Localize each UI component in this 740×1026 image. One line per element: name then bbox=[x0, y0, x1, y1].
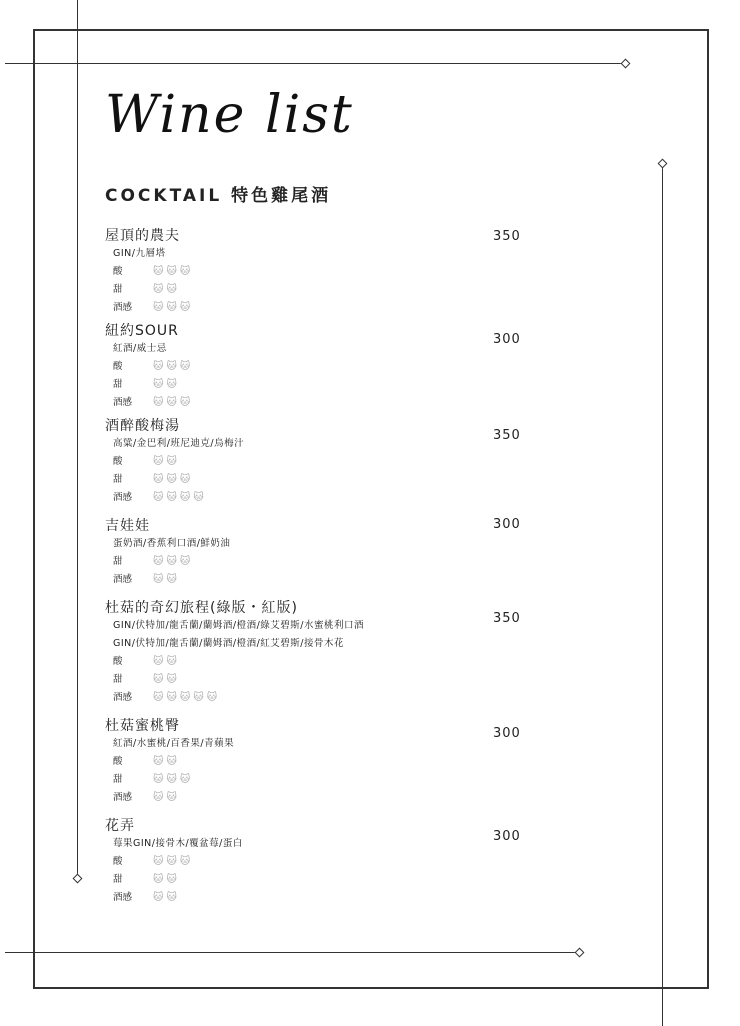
rating-label: 酸 bbox=[113, 656, 123, 667]
rating-icons bbox=[153, 889, 180, 907]
cat-face-icon: 🐱︎ bbox=[179, 856, 191, 867]
rating-row bbox=[113, 689, 525, 707]
rating-icons bbox=[153, 453, 180, 471]
rating-label: 甜 bbox=[113, 874, 123, 885]
cat-face-icon: 🐱︎ bbox=[153, 361, 164, 372]
cat-face-icon: 🐱︎ bbox=[153, 379, 164, 390]
cat-face-icon: 🐱︎ bbox=[179, 774, 191, 785]
cat-face-icon: 🐱︎ bbox=[153, 856, 164, 867]
cat-face-icon: 🐱︎ bbox=[153, 302, 164, 313]
menu-item bbox=[105, 320, 525, 412]
cat-face-icon: 🐱︎ bbox=[179, 302, 191, 313]
rating-label: 甜 bbox=[113, 284, 123, 295]
section-heading: COCKTAIL 特色雞尾酒 bbox=[105, 186, 332, 206]
item-price: 300 bbox=[493, 332, 521, 347]
item-ingredients: GIN/伏特加/龍舌蘭/蘭姆酒/橙酒/綠艾碧斯/水蜜桃利口酒 bbox=[113, 620, 364, 631]
cat-face-icon: 🐱︎ bbox=[166, 361, 177, 372]
item-ingredients: 蛋奶酒/香蕉利口酒/鮮奶油 bbox=[113, 538, 231, 549]
deco-diamond bbox=[621, 59, 631, 69]
frame-left bbox=[33, 29, 35, 989]
rating-label: 酸 bbox=[113, 756, 123, 767]
cat-face-icon: 🐱︎ bbox=[153, 692, 164, 703]
page-title: Wine list bbox=[105, 85, 354, 145]
cat-face-icon: 🐱︎ bbox=[153, 474, 164, 485]
item-name: 酒醉酸梅湯 bbox=[105, 418, 180, 434]
cat-face-icon: 🐱︎ bbox=[166, 692, 177, 703]
item-ingredients: 高粱/金巴利/班尼迪克/烏梅汁 bbox=[113, 438, 245, 449]
item-ingredients: GIN/伏特加/龍舌蘭/蘭姆酒/橙酒/紅艾碧斯/接骨木花 bbox=[113, 638, 344, 649]
rating-icons bbox=[153, 263, 193, 281]
cat-face-icon: 🐱︎ bbox=[153, 874, 164, 885]
rating-label: 甜 bbox=[113, 774, 123, 785]
item-ingredients: 紅酒/威士忌 bbox=[113, 343, 167, 354]
rating-row bbox=[113, 853, 525, 871]
deco-line-top bbox=[5, 63, 625, 64]
rating-icons bbox=[153, 394, 193, 412]
rating-icons bbox=[153, 771, 193, 789]
cat-face-icon: 🐱︎ bbox=[166, 656, 177, 667]
menu-item bbox=[105, 815, 525, 907]
rating-label: 酸 bbox=[113, 266, 123, 277]
cat-face-icon: 🐱︎ bbox=[166, 302, 177, 313]
cat-face-icon: 🐱︎ bbox=[179, 397, 191, 408]
rating-icons bbox=[153, 471, 193, 489]
rating-row bbox=[113, 471, 525, 489]
rating-row bbox=[113, 671, 525, 689]
deco-line-left bbox=[77, 0, 78, 878]
rating-label: 酒感 bbox=[113, 492, 133, 503]
cat-face-icon: 🐱︎ bbox=[193, 492, 204, 503]
cat-face-icon: 🐱︎ bbox=[153, 284, 164, 295]
cat-face-icon: 🐱︎ bbox=[166, 892, 177, 903]
item-ingredients: 紅酒/水蜜桃/百香果/青蘋果 bbox=[113, 738, 235, 749]
menu-item bbox=[105, 715, 525, 807]
deco-diamond bbox=[575, 948, 585, 958]
rating-icons bbox=[153, 853, 193, 871]
rating-label: 酸 bbox=[113, 456, 123, 467]
cat-face-icon: 🐱︎ bbox=[153, 674, 164, 685]
rating-icons bbox=[153, 571, 180, 589]
rating-row bbox=[113, 453, 525, 471]
cat-face-icon: 🐱︎ bbox=[153, 792, 164, 803]
rating-row bbox=[113, 376, 525, 394]
cat-face-icon: 🐱︎ bbox=[153, 266, 164, 277]
rating-label: 酒感 bbox=[113, 892, 133, 903]
cat-face-icon: 🐱︎ bbox=[166, 266, 177, 277]
rating-row bbox=[113, 771, 525, 789]
cat-face-icon: 🐱︎ bbox=[166, 556, 177, 567]
rating-row bbox=[113, 281, 525, 299]
cat-face-icon: 🐱︎ bbox=[166, 284, 177, 295]
rating-row bbox=[113, 394, 525, 412]
frame-top bbox=[33, 29, 709, 31]
item-name: 屋頂的農夫 bbox=[105, 228, 180, 244]
cat-face-icon: 🐱︎ bbox=[179, 492, 191, 503]
frame-right bbox=[707, 29, 709, 989]
cat-face-icon: 🐱︎ bbox=[166, 492, 177, 503]
rating-icons bbox=[153, 376, 180, 394]
rating-row bbox=[113, 653, 525, 671]
rating-row bbox=[113, 263, 525, 281]
rating-row bbox=[113, 299, 525, 317]
rating-icons bbox=[153, 358, 193, 376]
item-price: 300 bbox=[493, 829, 521, 844]
item-price: 300 bbox=[493, 517, 521, 532]
rating-row bbox=[113, 489, 525, 507]
menu-item bbox=[105, 225, 525, 317]
deco-diamond bbox=[73, 874, 83, 884]
item-name: 紐約SOUR bbox=[105, 323, 179, 339]
rating-row bbox=[113, 571, 525, 589]
cat-face-icon: 🐱︎ bbox=[153, 756, 164, 767]
cat-face-icon: 🐱︎ bbox=[166, 474, 177, 485]
rating-icons bbox=[153, 753, 180, 771]
cat-face-icon: 🐱︎ bbox=[153, 492, 164, 503]
frame-bottom bbox=[33, 987, 709, 989]
item-name: 杜菇蜜桃臀 bbox=[105, 718, 180, 734]
cat-face-icon: 🐱︎ bbox=[179, 692, 191, 703]
rating-label: 甜 bbox=[113, 556, 123, 567]
rating-label: 酒感 bbox=[113, 574, 133, 585]
rating-icons bbox=[153, 299, 193, 317]
item-price: 350 bbox=[493, 428, 521, 443]
rating-icons bbox=[153, 489, 207, 507]
deco-line-right bbox=[662, 165, 663, 1026]
rating-label: 酒感 bbox=[113, 692, 133, 703]
rating-icons bbox=[153, 671, 180, 689]
rating-row bbox=[113, 789, 525, 807]
cat-face-icon: 🐱︎ bbox=[166, 379, 177, 390]
cat-face-icon: 🐱︎ bbox=[166, 756, 177, 767]
menu-item bbox=[105, 515, 525, 589]
rating-label: 酸 bbox=[113, 361, 123, 372]
rating-label: 酒感 bbox=[113, 397, 133, 408]
rating-icons bbox=[153, 689, 220, 707]
cat-face-icon: 🐱︎ bbox=[153, 456, 164, 467]
deco-line-bottom bbox=[5, 952, 578, 953]
cat-face-icon: 🐱︎ bbox=[153, 556, 164, 567]
cat-face-icon: 🐱︎ bbox=[166, 397, 177, 408]
item-ingredients: 莓果GIN/接骨木/覆盆莓/蛋白 bbox=[113, 838, 243, 849]
item-name: 花弄 bbox=[105, 818, 135, 834]
cat-face-icon: 🐱︎ bbox=[166, 874, 177, 885]
cat-face-icon: 🐱︎ bbox=[166, 774, 177, 785]
rating-icons bbox=[153, 553, 193, 571]
item-ingredients: GIN/九層塔 bbox=[113, 248, 166, 259]
cat-face-icon: 🐱︎ bbox=[193, 692, 204, 703]
cat-face-icon: 🐱︎ bbox=[166, 456, 177, 467]
rating-label: 酒感 bbox=[113, 792, 133, 803]
item-name: 杜菇的奇幻旅程(綠版・紅版) bbox=[105, 600, 298, 616]
rating-label: 酒感 bbox=[113, 302, 133, 313]
cat-face-icon: 🐱︎ bbox=[153, 397, 164, 408]
cat-face-icon: 🐱︎ bbox=[206, 692, 218, 703]
rating-label: 甜 bbox=[113, 674, 123, 685]
menu-item bbox=[105, 597, 525, 707]
rating-icons bbox=[153, 871, 180, 889]
item-price: 300 bbox=[493, 726, 521, 741]
cat-face-icon: 🐱︎ bbox=[166, 792, 177, 803]
cat-face-icon: 🐱︎ bbox=[166, 856, 177, 867]
cat-face-icon: 🐱︎ bbox=[179, 474, 191, 485]
cat-face-icon: 🐱︎ bbox=[179, 266, 191, 277]
item-price: 350 bbox=[493, 611, 521, 626]
cat-face-icon: 🐱︎ bbox=[153, 656, 164, 667]
rating-label: 酸 bbox=[113, 856, 123, 867]
rating-row bbox=[113, 553, 525, 571]
cat-face-icon: 🐱︎ bbox=[166, 574, 177, 585]
menu-item bbox=[105, 415, 525, 507]
cat-face-icon: 🐱︎ bbox=[179, 361, 191, 372]
rating-icons bbox=[153, 653, 180, 671]
cat-face-icon: 🐱︎ bbox=[153, 892, 164, 903]
rating-label: 甜 bbox=[113, 474, 123, 485]
rating-label: 甜 bbox=[113, 379, 123, 390]
item-price: 350 bbox=[493, 229, 521, 244]
cat-face-icon: 🐱︎ bbox=[179, 556, 191, 567]
cat-face-icon: 🐱︎ bbox=[166, 674, 177, 685]
rating-row bbox=[113, 889, 525, 907]
item-name: 吉娃娃 bbox=[105, 518, 150, 534]
cat-face-icon: 🐱︎ bbox=[153, 574, 164, 585]
cat-face-icon: 🐱︎ bbox=[153, 774, 164, 785]
rating-row bbox=[113, 358, 525, 376]
rating-icons bbox=[153, 281, 180, 299]
rating-row bbox=[113, 871, 525, 889]
deco-diamond bbox=[658, 159, 668, 169]
rating-row bbox=[113, 753, 525, 771]
rating-icons bbox=[153, 789, 180, 807]
